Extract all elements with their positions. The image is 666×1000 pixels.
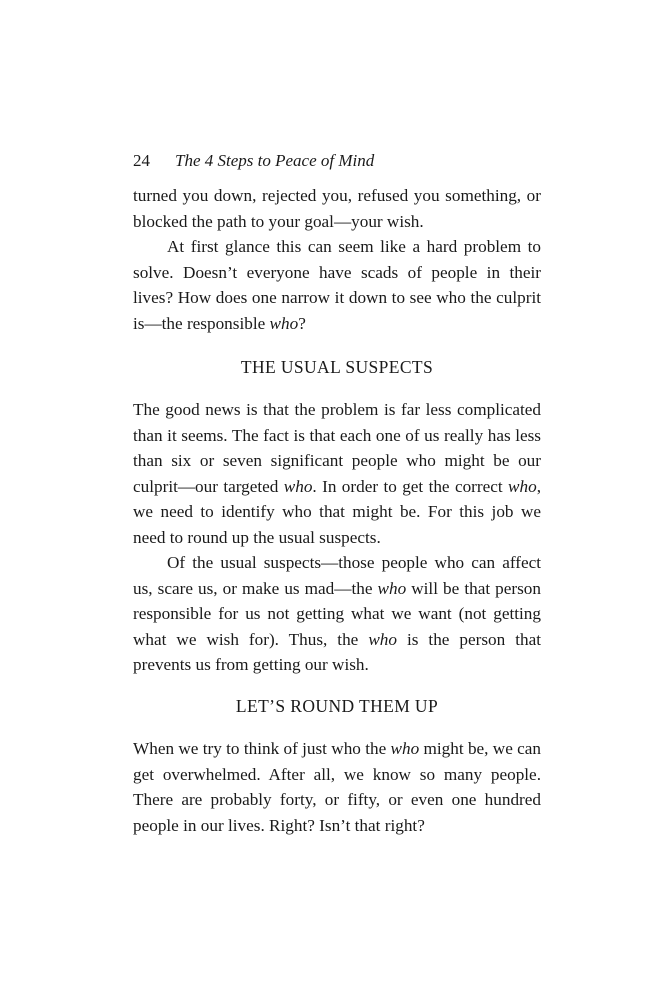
emphasis: who <box>508 476 537 496</box>
emphasis: who <box>283 476 313 496</box>
paragraph: When we try to think of just who the who might be, we can get overwhelmed. After all, we know so many people. There are probably forty, or fifty, or even one hundred people in our lives. Right? Isn’t that right? <box>133 739 541 835</box>
text-block-round-them-up <box>133 736 541 838</box>
text-block-usual-suspects <box>133 397 541 678</box>
book-title: The 4 Steps to Peace of Mind <box>175 151 375 170</box>
emphasis: who <box>390 739 420 758</box>
paragraph: Of the usual suspects—those people who can affect us, scare us, or make us mad—the who will be that person responsible for us not getting what we want (not getting what we wish for). Thus, the who is the person that prevents us from getting our wish. <box>133 553 542 674</box>
text-block-intro <box>133 183 541 336</box>
paragraph: At first glance this can seem like a hard problem to solve. Doesn’t everyone have scads of people in their lives? How does one narrow it down to see who the culprit is—the responsible who? <box>133 237 541 333</box>
section-heading: THE USUAL SUSPECTS <box>240 357 434 377</box>
paragraph: turned you down, rejected you, refused you something, or blocked the path to your goal—your wish. <box>133 186 541 231</box>
section-heading: LET’S ROUND THEM UP <box>235 696 439 716</box>
running-head <box>133 150 374 172</box>
page-number: 24 <box>133 151 150 170</box>
paragraph: The good news is that the problem is far less complicated than it seems. The fact is that each one of us really has less than six or seven significant people who might be our culprit—our targeted who. In order to get the correct who, we need to identify who that might be. For this job we need to round up the usual suspects. <box>133 400 541 547</box>
emphasis: who <box>368 629 397 649</box>
emphasis: who <box>377 578 407 598</box>
emphasis: who <box>269 313 299 333</box>
